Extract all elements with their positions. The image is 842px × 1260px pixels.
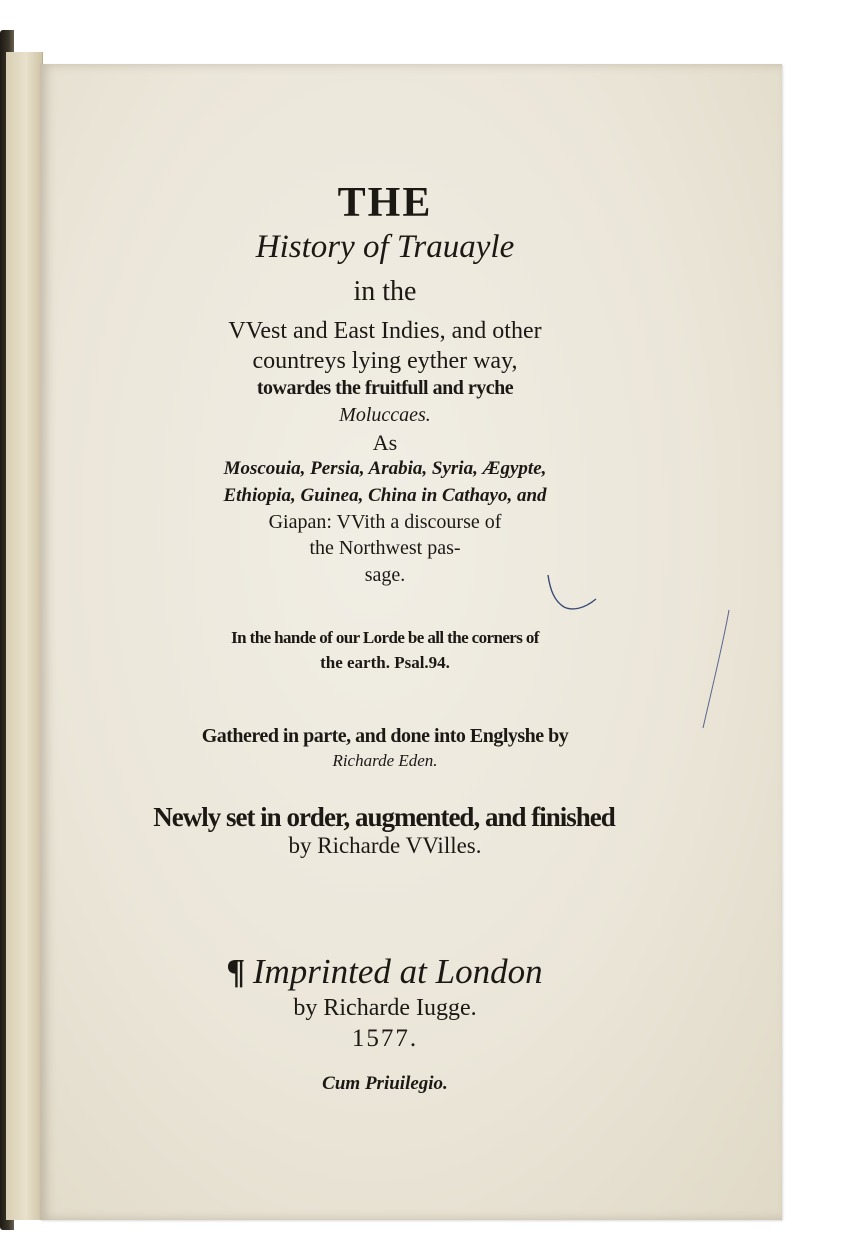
title-page [40,64,782,1220]
translator-line: Richarde Eden. [332,751,438,770]
title-line-9: Moscouia, Persia, Arabia, Syria, Ægypte, [223,458,547,479]
printer-line: by Richarde Iugge. [293,995,477,1021]
title-line-12: the Northwest pas- [309,537,461,559]
editor-line: by Richarde VVilles. [288,833,482,858]
book [0,30,790,1230]
privilege-line: Cum Priuilegio. [322,1073,448,1094]
imprint-text: Imprinted at London [252,952,543,991]
title-line-11: Giapan: VVith a discourse of [268,511,502,533]
year-line: 1577. [351,1025,419,1052]
title: THE [337,180,433,226]
gathered-line: Gathered in parte, and done into Englyshe by [201,725,569,747]
imprint-line [40,954,730,989]
pilcrow-icon: ¶ [227,952,245,991]
pen-mark-icon [540,569,610,619]
title-line-3: in the [353,276,417,307]
title-line-6: towardes the fruitfull and ryche [256,377,514,399]
pen-stroke-icon [695,604,735,734]
title-line-8: As [372,430,398,455]
title-line-10: Ethiopia, Guinea, China in Cathayo, and [223,485,547,506]
title-line-4: VVest and East Indies, and other [228,318,542,344]
motto-line-2: the earth. Psal.94. [320,653,450,672]
flyleaf [6,52,43,1220]
motto-line-1: In the hande of our Lorde be all the corners of [231,628,539,647]
title-line-5: countreys lying eyther way, [252,348,518,374]
title-line-7: Moluccaes. [339,404,431,426]
title-line-13: sage. [364,564,406,586]
subtitle: History of Trauayle [255,229,515,265]
newly-set-line: Newly set in order, augmented, and finished [153,802,615,832]
